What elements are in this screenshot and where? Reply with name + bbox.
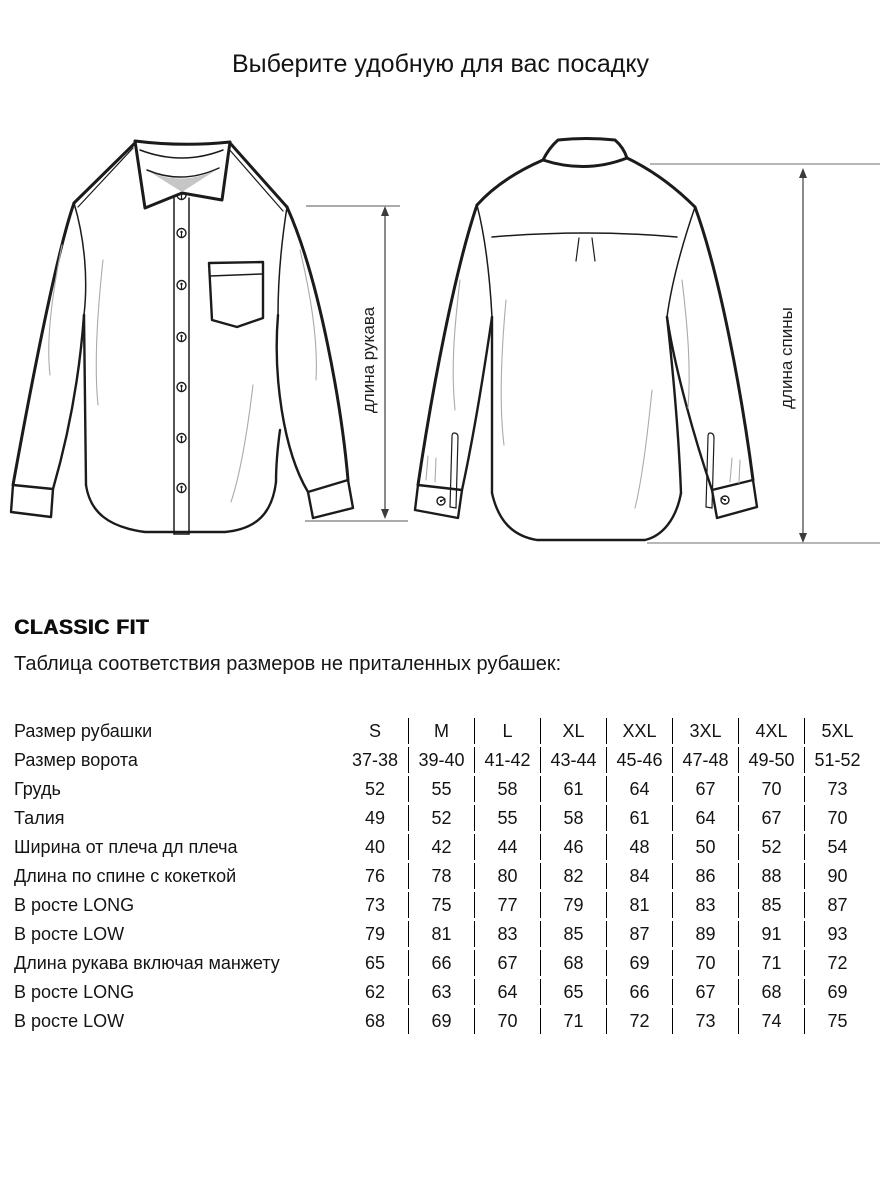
size-value-cell: 80 <box>474 863 540 889</box>
size-value-cell: 88 <box>738 863 804 889</box>
sleeve-length-label: длина рукава <box>359 306 378 414</box>
page-title: Выберите удобную для вас посадку <box>231 50 650 78</box>
size-table-body <box>14 718 870 1034</box>
size-value-cell: 65 <box>540 979 606 1005</box>
size-value-cell: M <box>408 718 474 744</box>
table-row <box>14 776 870 802</box>
size-value-cell: 42 <box>408 834 474 860</box>
size-value-cell: 93 <box>804 921 870 947</box>
size-value-cell: L <box>474 718 540 744</box>
size-value-cell: 4XL <box>738 718 804 744</box>
size-value-cell: 72 <box>804 950 870 976</box>
size-value-cell: 86 <box>672 863 738 889</box>
chest-pocket <box>209 262 263 327</box>
table-row <box>14 892 870 918</box>
size-value-cell: 70 <box>738 776 804 802</box>
size-value-cell: 90 <box>804 863 870 889</box>
size-value-cell: 77 <box>474 892 540 918</box>
size-value-cell: 71 <box>540 1008 606 1034</box>
size-value-cell: 71 <box>738 950 804 976</box>
size-value-cell: 67 <box>672 979 738 1005</box>
size-value-cell: 89 <box>672 921 738 947</box>
size-value-cell: 87 <box>606 921 672 947</box>
size-value-cell: 81 <box>606 892 672 918</box>
size-value-cell: 52 <box>738 834 804 860</box>
shirt-front-figure <box>0 130 410 555</box>
size-value-cell: 74 <box>738 1008 804 1034</box>
size-value-cell: 39-40 <box>408 747 474 773</box>
table-row <box>14 805 870 831</box>
size-value-cell: 52 <box>364 779 386 799</box>
size-value-cell: 79 <box>364 924 386 944</box>
button-placket <box>177 191 186 493</box>
size-value-cell: 46 <box>540 834 606 860</box>
sleeve-length-dimension <box>305 206 408 521</box>
size-value-cell: 40 <box>364 837 386 857</box>
row-label: В росте LOW <box>14 924 125 944</box>
section-heading: CLASSIC FIT <box>14 616 149 639</box>
size-value-cell: 63 <box>408 979 474 1005</box>
row-label: Размер ворота <box>14 750 138 770</box>
size-value-cell: 47-48 <box>672 747 738 773</box>
size-value-cell: 66 <box>408 950 474 976</box>
size-value-cell: 51-52 <box>804 747 870 773</box>
size-value-cell: 69 <box>408 1008 474 1034</box>
size-value-cell: 49 <box>364 808 386 828</box>
size-table <box>14 715 870 1037</box>
table-row <box>14 718 870 744</box>
row-label: Ширина от плеча дл плеча <box>14 837 238 857</box>
size-value-cell: 87 <box>804 892 870 918</box>
section-subtitle: Таблица соответствия размеров не приталенных рубашек: <box>14 653 562 675</box>
size-value-cell: 64 <box>672 805 738 831</box>
size-value-cell: 67 <box>738 805 804 831</box>
size-value-cell: S <box>368 721 381 741</box>
size-value-cell: 3XL <box>672 718 738 744</box>
size-value-cell: 73 <box>364 895 386 915</box>
size-value-cell: 68 <box>540 950 606 976</box>
row-label: Длина по спине с кокеткой <box>14 866 237 886</box>
size-value-cell: 58 <box>540 805 606 831</box>
row-label: Грудь <box>14 779 61 799</box>
size-value-cell: 70 <box>672 950 738 976</box>
size-value-cell: 85 <box>738 892 804 918</box>
collar-back <box>543 139 627 167</box>
size-value-cell: 68 <box>364 1011 386 1031</box>
size-value-cell: 5XL <box>804 718 870 744</box>
back-length-dimension <box>777 168 807 543</box>
size-value-cell: 73 <box>804 776 870 802</box>
size-value-cell: 70 <box>804 805 870 831</box>
shirt-front-drawing <box>0 130 410 555</box>
table-row <box>14 747 870 773</box>
size-value-cell: 64 <box>606 776 672 802</box>
size-value-cell: 64 <box>474 979 540 1005</box>
size-value-cell: 83 <box>672 892 738 918</box>
sleeve-placket <box>706 433 714 508</box>
size-value-cell: XL <box>540 718 606 744</box>
size-value-cell: 52 <box>408 805 474 831</box>
size-value-cell: 66 <box>606 979 672 1005</box>
size-value-cell: 54 <box>804 834 870 860</box>
row-label: В росте LOW <box>14 1011 125 1031</box>
shirt-back-drawing <box>400 130 881 560</box>
table-row <box>14 1008 870 1034</box>
size-value-cell: 91 <box>738 921 804 947</box>
size-value-cell: 82 <box>540 863 606 889</box>
size-value-cell: 43-44 <box>540 747 606 773</box>
size-value-cell: 81 <box>408 921 474 947</box>
size-value-cell: 79 <box>540 892 606 918</box>
shirt-back-figure <box>400 130 881 560</box>
size-value-cell: 75 <box>408 892 474 918</box>
table-row <box>14 979 870 1005</box>
table-row <box>14 950 870 976</box>
size-value-cell: 61 <box>540 776 606 802</box>
cuff-button <box>437 497 445 505</box>
size-value-cell: 75 <box>804 1008 870 1034</box>
row-label: Длина рукава включая манжету <box>14 953 280 973</box>
size-value-cell: 45-46 <box>606 747 672 773</box>
size-value-cell: XXL <box>606 718 672 744</box>
size-value-cell: 62 <box>364 982 386 1002</box>
size-value-cell: 55 <box>408 776 474 802</box>
size-value-cell: 68 <box>738 979 804 1005</box>
cuff-button <box>721 496 729 504</box>
size-value-cell: 83 <box>474 921 540 947</box>
size-value-cell: 69 <box>804 979 870 1005</box>
row-label: Размер рубашки <box>14 721 153 741</box>
row-label: Талия <box>14 808 65 828</box>
size-value-cell: 58 <box>474 776 540 802</box>
table-row <box>14 834 870 860</box>
size-value-cell: 73 <box>672 1008 738 1034</box>
size-value-cell: 48 <box>606 834 672 860</box>
size-value-cell: 76 <box>364 866 386 886</box>
row-label: В росте LONG <box>14 982 135 1002</box>
size-value-cell: 84 <box>606 863 672 889</box>
size-value-cell: 72 <box>606 1008 672 1034</box>
size-value-cell: 61 <box>606 805 672 831</box>
size-value-cell: 41-42 <box>474 747 540 773</box>
size-value-cell: 85 <box>540 921 606 947</box>
size-value-cell: 65 <box>364 953 386 973</box>
size-value-cell: 78 <box>408 863 474 889</box>
row-label: В росте LONG <box>14 895 135 915</box>
size-value-cell: 44 <box>474 834 540 860</box>
size-value-cell: 67 <box>672 776 738 802</box>
size-value-cell: 37-38 <box>351 750 399 770</box>
size-value-cell: 49-50 <box>738 747 804 773</box>
size-value-cell: 69 <box>606 950 672 976</box>
size-value-cell: 70 <box>474 1008 540 1034</box>
size-value-cell: 67 <box>474 950 540 976</box>
table-row <box>14 863 870 889</box>
size-value-cell: 55 <box>474 805 540 831</box>
back-length-label: длина спины <box>777 307 796 409</box>
size-value-cell: 50 <box>672 834 738 860</box>
table-row <box>14 921 870 947</box>
